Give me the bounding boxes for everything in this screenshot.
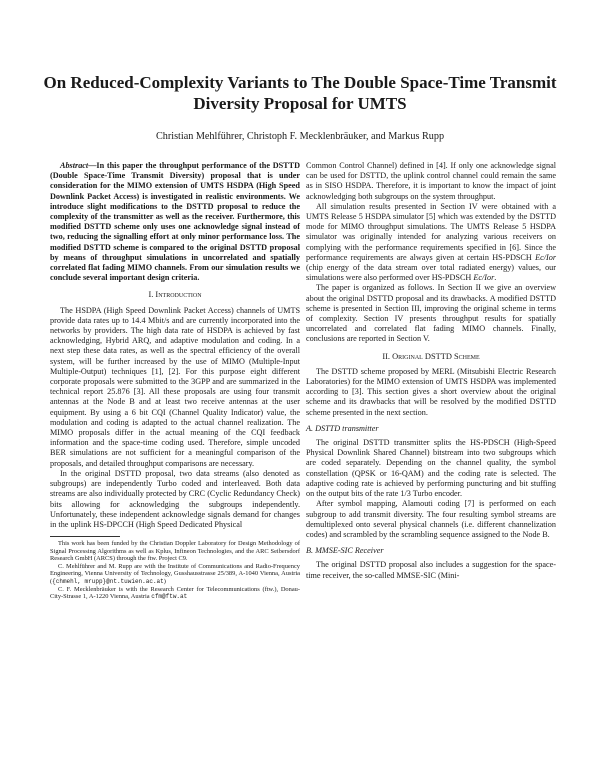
body-paragraph: The DSTTD scheme proposed by MERL (Mitsubishi Electric Research Laboratories) for the MIMO extension of UMTS HSDPA was implemented according to [3]. This section gives a short overview about the original scheme and its drawbacks that will be resolved by the modified DSTTD scheme presented in the next section.	[306, 366, 556, 417]
math-ec-ior: Ec/Ior	[473, 273, 495, 283]
left-column	[50, 161, 300, 601]
body-paragraph: Common Control Channel) defined in [4]. If only one acknowledge signal can be used for DSTTD, the uplink control channel could remain the same as in SISO HSDPA. Therefore, it is important to know the impact of joint acknowledging both subgroups on the system throughput.	[306, 161, 556, 201]
abstract-text: In this paper the throughput performance of the DSTTD (Double Space-Time Transmit Diversity) proposal that is under consideration for the MIMO extension of UMTS HSDPA (High Speed Downlink Packet Access) is investigated in realistic environments. We introduce slight modifications to the DSTTD proposal to reduce the complexity of the transmitter as well as the receiver. Furthermore, this modified DSTTD scheme only uses one acknowledge signal instead of two, reducing the signalling effort at only minor performance loss. The modified DSTTD scheme is compared to the original DSTTD proposal by means of throughput simulations in uncorrelated and spatially correlated flat fading MIMO channels. From our simulation results we conclude several important design criteria.	[50, 161, 300, 283]
footnote-email: cfm@ftw.at	[151, 593, 188, 601]
footnote-affiliation-text: C. F. Mecklenbräuker is with the Research Center for Telecommunications (ftw.), Donau-City-Strasse 1, A-1220 Vienna, Austria	[50, 585, 300, 601]
subsection-heading-receiver: B. MMSE-SIC Receiver	[306, 546, 384, 556]
body-paragraph: The original DSTTD transmitter splits the HS-PDSCH (High-Speed Physical Downlink Shared Channel) bitstream into two subgroups which are coded separately. Depending on the channel quality, the symbol constellation (QPSK or 16-QAM) and the coding rate is selected. The adaptive coding rate is achieved by performing puncturing and bit stuffing on the output bits of the rate 1/3 Turbo encoder.	[306, 438, 556, 499]
footnote-affiliation-ftw	[50, 586, 300, 601]
body-paragraph: The paper is organized as follows. In Section II we give an overview about the original DSTTD proposal and its drawbacks. A modified DSTTD scheme is presented in Section III, improving the original scheme in terms of complexity. Section IV presents throughput results for spatially uncorrelated and correlated flat fading MIMO channels. Finally, conclusions are reported in Section V.	[306, 283, 556, 344]
section-heading-introduction: I. Introduction	[148, 290, 202, 300]
footnotes	[50, 540, 300, 601]
body-paragraph: After symbol mapping, Alamouti coding [7] is performed on each subgroup to add transmit diversity. The four resulting symbol streams are demultiplexed onto several physical channels (i.e. different channelization codes) and scrambled by the scrambling sequence assigned to the Node B.	[306, 499, 556, 539]
body-paragraph: All simulation results presented in Section IV were obtained with a UMTS Release 5 HSDPA simulator [5] which was extended by the DSTTD mode for MIMO throughput simulations. The UMTS Release 5 HSDPA simulator was originally intended for analyzing various receivers on complying with the performance requirements specified in [6]. Since the performance requirements are always given at certain HS-PDSCH Ec/Ior (chip energy of the data stream over total radiated energy) values, our simulations were also performed over HS-PDSCH Ec/Ior.	[306, 201, 557, 283]
body-paragraph: The original DSTTD proposal also includes a suggestion for the space-time receiver, the so-called MMSE-SIC (Mini-	[306, 560, 556, 580]
abstract-label: Abstract	[60, 161, 89, 170]
footnote-affiliation-tuwien: C. Mehlführer and M. Rupp are with the Institute of Communications and Radio-Frequency Engineering, Vienna University of Technology, Gusshausstrasse 25/389, A-1040 Vienna, Austria ({chmehl, mrupp}@nt.tuwien.ac.at)	[50, 562, 300, 586]
footnote-rule	[50, 536, 120, 537]
paragraph-text: All simulation results presented in Section IV were obtained with a UMTS Release 5 HSDPA simulator [5] which was extended by the DSTTD mode for MIMO throughput simulations. The UMTS Release 5 HSDPA simulator was originally intended for analyzing various receivers on complying with the performance requirements specified in [6]. Since the performance requirements are always given at certain HS-PDSCH	[306, 201, 556, 262]
paper-authors: Christian Mehlführer, Christoph F. Mecklenbräuker, and Markus Rupp	[155, 131, 445, 142]
intro-paragraph-1: The HSDPA (High Speed Downlink Packet Access) channels of UMTS provide data rates up to 14.4 Mbit/s and are currently incorporated into the networks by providers. The high data rate of HSDPA is achieved by fast acknowledging, Hybrid ARQ, and adaptive modulation and coding. In a next step these data rates, as well as the spectral efficiency of the overall system, will be further increased by the use of MIMO (Multiple-Input Multiple-Output) techniques [1], [2]. For this purpose eight different corporate proposals were submitted to the 3GPP and are summarized in the technical report 25.876 [3]. All these proposals are using four transmit antennas at the Node B and at least two receive antennas at the user equipment. By using a 6 bit CQI (Channel Quality Indicator) value, the modulation and coding is adapted to the actual channel realization. The MIMO proposals differ in the actual meaning of the CQI feedback information and the space-time coding used. Therefore, simple uncoded BER simulations are not sufficient for a meaningful comparison of the proposals, and detailed throughput comparisons are necessary.	[50, 305, 300, 468]
right-column	[306, 161, 556, 581]
footnote-email: {chmehl, mrupp}@nt.tuwien.ac.at	[52, 578, 164, 586]
paragraph-text: (chip energy of the data stream over total radiated energy) values, our simulations were also performed over HS-PDSCH	[306, 263, 556, 283]
abstract: Abstract—In this paper the throughput performance of the DSTTD (Double Space-Time Transmit Diversity) proposal that is under consideration for the MIMO extension of UMTS HSDPA (High Speed Downlink Packet Access) is investigated in realistic environments. We introduce slight modifications to the DSTTD proposal to reduce the complexity of the transmitter as well as the receiver. Furthermore, this modified DSTTD scheme only uses one acknowledge signal instead of two, reducing the signalling effort at only minor performance loss. The modified DSTTD scheme is compared to the original DSTTD proposal by means of throughput simulations in uncorrelated and spatially correlated flat fading MIMO channels. From our simulation results we conclude several important design criteria.	[50, 161, 300, 283]
footnote-funding: This work has been funded by the Christian Doppler Laboratory for Design Methodology of Signal Processing Algorithms as well as Kplus, Infineon Technologies, and the ARC Seibersdorf Research GmbH (ARCS) through the ftw. Project C9.	[50, 540, 300, 563]
math-ec-ior: Ec/Ior	[535, 252, 557, 262]
footnote-affiliation-text: C. Mehlführer and M. Rupp are with the Institute of Communications and Radio-Frequency Engineering, Vienna University of Technology, Gusshausstrasse 25/389, A-1040 Vienna, Austria	[50, 562, 300, 578]
paper-title: On Reduced-Complexity Variants to The Double Space-Time Transmit Diversity Proposal for UMTS	[43, 73, 557, 113]
intro-paragraph-2: In the original DSTTD proposal, two data streams (also denoted as subgroups) are independently Turbo coded and interleaved. Both data streams are also individually protected by CRC (Cyclic Redundancy Check) bits allowing for acknowledging the subgroups independently. Unfortunately, these independent acknowledge signals demand for changes in the uplink HS-DPCCH (High Speed Dedicated Physical	[50, 468, 300, 529]
subsection-heading-transmitter: A. DSTTD transmitter	[306, 423, 379, 433]
section-heading-original-dsttd: II. Original DSTTD Scheme	[382, 351, 480, 361]
